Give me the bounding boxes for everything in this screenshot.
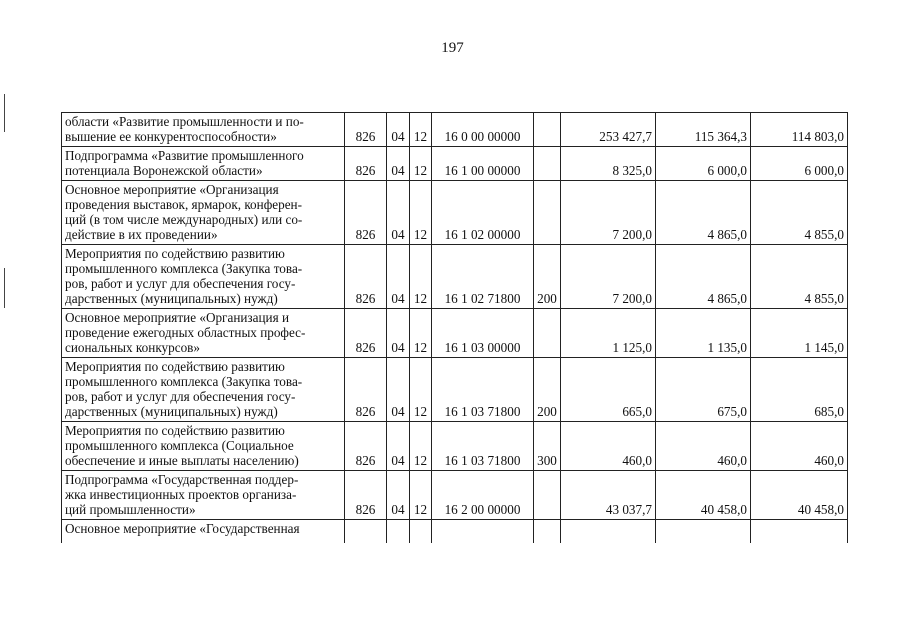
row-name-line: жка инвестиционных проектов организа- — [65, 487, 297, 502]
row-name-line: Подпрограмма «Развитие промышленного — [65, 148, 304, 163]
amount-year3-cell: 685,0 — [751, 358, 848, 422]
ministry-code-cell: 826 — [345, 358, 387, 422]
ministry-code-cell — [345, 520, 387, 544]
row-name-line: Мероприятия по содействию развитию — [65, 423, 285, 438]
amount-year2-cell: 4 865,0 — [656, 181, 751, 245]
table-row — [62, 422, 848, 471]
subsection-code-cell: 12 — [410, 358, 432, 422]
amount-year1-cell: 7 200,0 — [561, 181, 656, 245]
row-name-line: проведение ежегодных областных профес- — [65, 325, 306, 340]
target-article-cell: 16 0 00 00000 — [432, 113, 534, 147]
row-name-line: Основное мероприятие «Организация — [65, 182, 279, 197]
ministry-code-cell: 826 — [345, 309, 387, 358]
amount-year2-cell — [656, 520, 751, 544]
amount-year3-cell: 114 803,0 — [751, 113, 848, 147]
amount-year1-cell — [561, 520, 656, 544]
amount-year2-cell: 675,0 — [656, 358, 751, 422]
amount-year2-cell: 4 865,0 — [656, 245, 751, 309]
amount-year3-cell — [751, 520, 848, 544]
expense-type-cell — [534, 147, 561, 181]
row-name-cell — [62, 147, 345, 181]
amount-year3-cell: 40 458,0 — [751, 471, 848, 520]
amount-year3-cell: 6 000,0 — [751, 147, 848, 181]
row-name-line: Мероприятия по содействию развитию — [65, 359, 285, 374]
table-body — [62, 113, 848, 544]
row-name-line: промышленного комплекса (Закупка това- — [65, 261, 303, 276]
subsection-code-cell: 12 — [410, 422, 432, 471]
section-code-cell — [387, 520, 410, 544]
row-name-line: промышленного комплекса (Закупка това- — [65, 374, 303, 389]
expense-type-cell: 200 — [534, 245, 561, 309]
section-code-cell: 04 — [387, 113, 410, 147]
expense-type-cell — [534, 520, 561, 544]
target-article-cell: 16 1 02 71800 — [432, 245, 534, 309]
table-row — [62, 245, 848, 309]
row-name-cell — [62, 520, 345, 544]
amount-year3-cell: 4 855,0 — [751, 181, 848, 245]
table-row — [62, 181, 848, 245]
expense-type-cell — [534, 309, 561, 358]
amount-year1-cell: 253 427,7 — [561, 113, 656, 147]
target-article-cell: 16 1 00 00000 — [432, 147, 534, 181]
row-name-line: области «Развитие промышленности и по- — [65, 114, 304, 129]
margin-line — [4, 94, 5, 132]
expense-type-cell — [534, 471, 561, 520]
budget-table — [61, 112, 848, 543]
section-code-cell: 04 — [387, 358, 410, 422]
ministry-code-cell: 826 — [345, 471, 387, 520]
expense-type-cell — [534, 113, 561, 147]
target-article-cell: 16 2 00 00000 — [432, 471, 534, 520]
section-code-cell: 04 — [387, 181, 410, 245]
expense-type-cell: 200 — [534, 358, 561, 422]
ministry-code-cell: 826 — [345, 422, 387, 471]
amount-year1-cell: 7 200,0 — [561, 245, 656, 309]
page-number: 197 — [441, 40, 464, 56]
amount-year1-cell: 43 037,7 — [561, 471, 656, 520]
subsection-code-cell: 12 — [410, 113, 432, 147]
target-article-cell: 16 1 03 00000 — [432, 309, 534, 358]
ministry-code-cell: 826 — [345, 147, 387, 181]
amount-year1-cell: 460,0 — [561, 422, 656, 471]
target-article-cell: 16 1 03 71800 — [432, 422, 534, 471]
row-name-cell — [62, 471, 345, 520]
row-name-line: ций промышленности» — [65, 502, 196, 517]
target-article-cell: 16 1 03 71800 — [432, 358, 534, 422]
amount-year3-cell: 460,0 — [751, 422, 848, 471]
subsection-code-cell: 12 — [410, 245, 432, 309]
section-code-cell: 04 — [387, 245, 410, 309]
subsection-code-cell: 12 — [410, 147, 432, 181]
amount-year1-cell: 8 325,0 — [561, 147, 656, 181]
row-name-line: ров, работ и услуг для обеспечения госу- — [65, 389, 296, 404]
expense-type-cell: 300 — [534, 422, 561, 471]
table-row — [62, 520, 848, 544]
ministry-code-cell: 826 — [345, 181, 387, 245]
amount-year2-cell: 6 000,0 — [656, 147, 751, 181]
section-code-cell: 04 — [387, 147, 410, 181]
row-name-line: действие в их проведении» — [65, 227, 218, 242]
row-name-line: Мероприятия по содействию развитию — [65, 246, 285, 261]
row-name-line: Основное мероприятие «Государственная — [65, 521, 300, 536]
table-row — [62, 113, 848, 147]
subsection-code-cell — [410, 520, 432, 544]
row-name-line: дарственных (муниципальных) нужд) — [65, 404, 278, 419]
ministry-code-cell: 826 — [345, 113, 387, 147]
amount-year3-cell: 4 855,0 — [751, 245, 848, 309]
margin-line — [4, 268, 5, 308]
expense-type-cell — [534, 181, 561, 245]
amount-year2-cell: 1 135,0 — [656, 309, 751, 358]
row-name-line: промышленного комплекса (Социальное — [65, 438, 294, 453]
row-name-cell — [62, 181, 345, 245]
target-article-cell — [432, 520, 534, 544]
section-code-cell: 04 — [387, 471, 410, 520]
amount-year2-cell: 460,0 — [656, 422, 751, 471]
row-name-cell — [62, 309, 345, 358]
row-name-line: дарственных (муниципальных) нужд) — [65, 291, 278, 306]
subsection-code-cell: 12 — [410, 309, 432, 358]
row-name-line: потенциала Воронежской области» — [65, 163, 263, 178]
row-name-cell — [62, 422, 345, 471]
row-name-line: проведения выставок, ярмарок, конферен- — [65, 197, 303, 212]
subsection-code-cell: 12 — [410, 471, 432, 520]
row-name-line: Подпрограмма «Государственная поддер- — [65, 472, 299, 487]
row-name-line: обеспечение и иные выплаты населению) — [65, 453, 299, 468]
amount-year1-cell: 665,0 — [561, 358, 656, 422]
amount-year3-cell: 1 145,0 — [751, 309, 848, 358]
ministry-code-cell: 826 — [345, 245, 387, 309]
target-article-cell: 16 1 02 00000 — [432, 181, 534, 245]
subsection-code-cell: 12 — [410, 181, 432, 245]
row-name-line: вышение ее конкурентоспособности» — [65, 129, 277, 144]
section-code-cell: 04 — [387, 309, 410, 358]
table-row — [62, 358, 848, 422]
section-code-cell: 04 — [387, 422, 410, 471]
table-row — [62, 309, 848, 358]
row-name-cell — [62, 245, 345, 309]
row-name-cell — [62, 358, 345, 422]
amount-year2-cell: 40 458,0 — [656, 471, 751, 520]
row-name-line: ций (в том числе международных) или со- — [65, 212, 303, 227]
table-row — [62, 471, 848, 520]
amount-year2-cell: 115 364,3 — [656, 113, 751, 147]
row-name-line: Основное мероприятие «Организация и — [65, 310, 290, 325]
row-name-line: сиональных конкурсов» — [65, 340, 200, 355]
amount-year1-cell: 1 125,0 — [561, 309, 656, 358]
table-row — [62, 147, 848, 181]
row-name-cell — [62, 113, 345, 147]
row-name-line: ров, работ и услуг для обеспечения госу- — [65, 276, 296, 291]
